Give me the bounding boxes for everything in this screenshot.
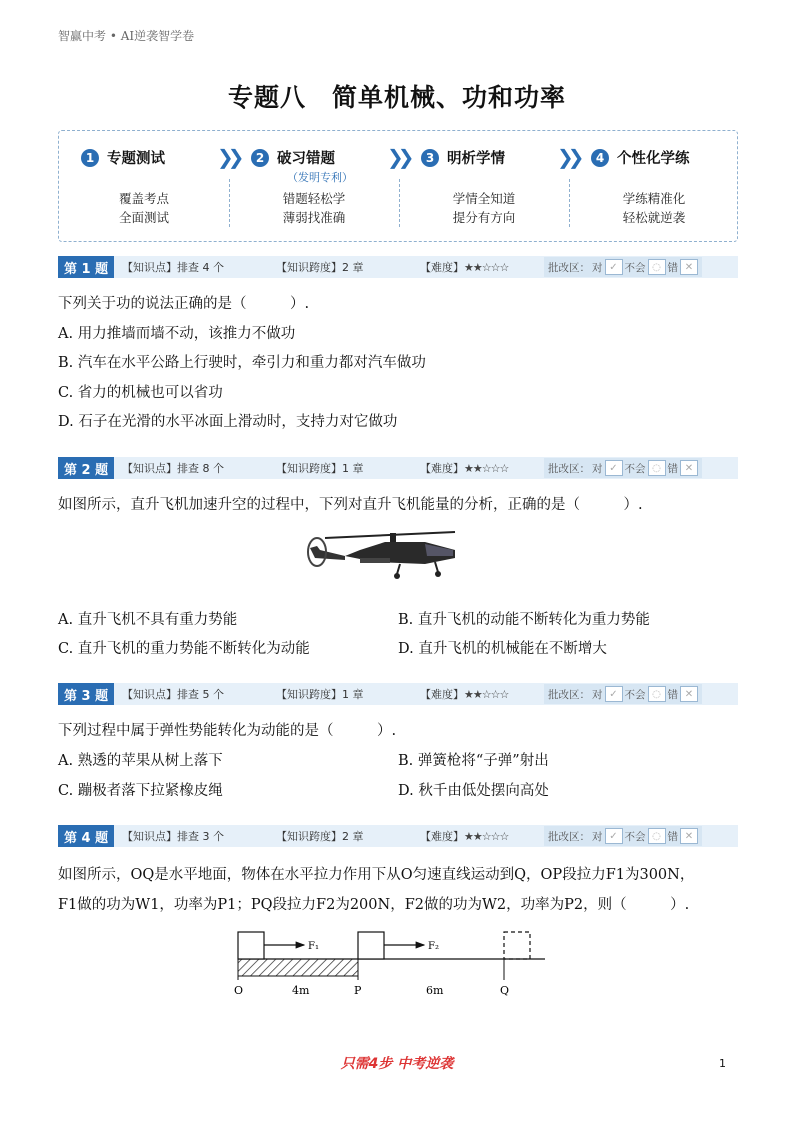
step-label: 破习错题 [277,151,335,167]
grade-right-checkbox[interactable]: ✓ [605,828,623,844]
grade-unsure-label: 不会 [624,830,646,843]
difficulty-label: 【难度】 [420,462,464,475]
question-number: 第 3 题 [58,683,114,705]
question-number: 第 2 题 [58,457,114,479]
grade-wrong-checkbox[interactable]: ✕ [680,686,698,702]
question-bar-4 [58,825,738,847]
knowledge-span: 【知识跨度】2 章 [276,261,364,274]
grade-wrong-label: 错 [667,830,678,843]
step-sub: （发明专利） [287,171,353,184]
option-a[interactable]: A. 熟透的苹果从树上落下 [58,753,223,769]
grade-wrong-checkbox[interactable]: ✕ [680,828,698,844]
knowledge-span: 【知识跨度】1 章 [276,688,364,701]
option-c[interactable]: C. 直升飞机的重力势能不断转化为动能 [58,641,310,657]
step-label: 明析学情 [447,151,505,167]
step-3 [399,131,569,241]
question-stem: 如图所示，直升飞机加速升空的过程中，下列对直升飞机能量的分析，正确的是（ ）. [58,497,643,513]
option-b[interactable]: B. 弹簧枪将“子弹”射出 [398,753,549,769]
grade-unsure-checkbox[interactable]: ◌ [648,686,666,702]
question-number: 第 4 题 [58,825,114,847]
grade-wrong-checkbox[interactable]: ✕ [680,259,698,275]
grade-right-checkbox[interactable]: ✓ [605,259,623,275]
grade-unsure-checkbox[interactable]: ◌ [648,460,666,476]
steps-panel [58,130,738,242]
step-line: 薄弱找准确 [282,210,346,225]
question-bar-3 [58,683,738,705]
grading-zone-label: 批改区： [548,830,590,843]
point-p-label: P [354,984,362,997]
distance-op-label: 4m [292,984,310,997]
knowledge-span: 【知识跨度】1 章 [276,462,364,475]
grade-right-label: 对 [592,261,603,274]
difficulty-label: 【难度】 [420,688,464,701]
option-c[interactable]: C. 省力的机械也可以省功 [58,385,223,401]
grading-zone-label: 批改区： [548,462,590,475]
step-number: 2 [251,149,269,167]
footer-logo: 只需4步 中考逆袭 [340,1056,454,1072]
difficulty-label: 【难度】 [420,830,464,843]
step-label: 专题测试 [107,151,165,167]
double-chevron-right-icon: ❯❯ [217,145,239,169]
grade-wrong-label: 错 [667,261,678,274]
grade-right-checkbox[interactable]: ✓ [605,460,623,476]
question-stem-line-2: F1做的功为W1，功率为P1；PQ段拉力F2为200N，F2做的功为W2，功率为P2，则（ ）. [58,897,690,913]
grade-unsure-label: 不会 [624,462,646,475]
grade-unsure-label: 不会 [624,261,646,274]
page-number: 1 [719,1057,726,1070]
difficulty-stars: ★★☆☆☆ [464,261,509,274]
step-line: 错题轻松学 [282,191,346,206]
grading-zone [544,826,702,846]
difficulty-stars: ★★☆☆☆ [464,688,509,701]
difficulty-stars: ★★☆☆☆ [464,830,509,843]
point-o-label: O [234,984,244,997]
page-title: 专题八 简单机械、功和功率 [227,83,566,112]
difficulty-label: 【难度】 [420,261,464,274]
step-label: 个性化学练 [617,151,690,167]
helicopter-image [305,528,470,583]
grade-right-label: 对 [592,830,603,843]
question-number: 第 1 题 [58,256,114,278]
knowledge-points: 【知识点】排查 4 个 [122,261,224,274]
knowledge-points: 【知识点】排查 8 个 [122,462,224,475]
motion-diagram [230,928,550,1000]
question-stem: 下列关于功的说法正确的是（ ）. [58,296,310,312]
point-q-label: Q [500,984,510,997]
grade-wrong-checkbox[interactable]: ✕ [680,460,698,476]
step-4 [569,131,739,241]
option-a[interactable]: A. 用力推墙而墙不动，该推力不做功 [58,326,296,342]
option-a[interactable]: A. 直升飞机不具有重力势能 [58,612,238,628]
grade-right-checkbox[interactable]: ✓ [605,686,623,702]
grade-unsure-label: 不会 [624,688,646,701]
grading-zone-label: 批改区： [548,688,590,701]
step-number: 4 [591,149,609,167]
grading-zone-label: 批改区： [548,261,590,274]
header-brand: 智赢中考 • AI逆袭智学卷 [58,29,195,43]
option-d[interactable]: D. 秋千由低处摆向高处 [398,783,549,799]
difficulty-stars: ★★☆☆☆ [464,462,509,475]
step-1 [59,131,229,241]
step-2 [229,131,399,241]
grade-right-label: 对 [592,688,603,701]
grading-zone [544,684,702,704]
grading-zone [544,257,702,277]
option-c[interactable]: C. 蹦极者落下拉紧橡皮绳 [58,783,223,799]
knowledge-points: 【知识点】排查 5 个 [122,688,224,701]
double-chevron-right-icon: ❯❯ [387,145,409,169]
step-number: 1 [81,149,99,167]
step-line: 提分有方向 [452,210,516,225]
option-d[interactable]: D. 石子在光滑的水平冰面上滑动时，支持力对它做功 [58,414,398,430]
grade-unsure-checkbox[interactable]: ◌ [648,259,666,275]
double-chevron-right-icon: ❯❯ [557,145,579,169]
question-bar-1 [58,256,738,278]
step-number: 3 [421,149,439,167]
step-line: 全面测试 [118,210,169,225]
step-line: 轻松就逆袭 [622,210,686,225]
grading-zone [544,458,702,478]
distance-pq-label: 6m [426,984,444,997]
option-b[interactable]: B. 直升飞机的动能不断转化为重力势能 [398,612,650,628]
grade-right-label: 对 [592,462,603,475]
grade-unsure-checkbox[interactable]: ◌ [648,828,666,844]
question-bar-2 [58,457,738,479]
force-2-label: F₂ [428,941,439,952]
force-1-label: F₁ [308,941,319,952]
knowledge-span: 【知识跨度】2 章 [276,830,364,843]
knowledge-points: 【知识点】排查 3 个 [122,830,224,843]
grade-wrong-label: 错 [667,688,678,701]
step-line: 覆盖考点 [118,191,169,206]
option-b[interactable]: B. 汽车在水平公路上行驶时，牵引力和重力都对汽车做功 [58,355,426,371]
step-line: 学情全知道 [452,191,516,206]
option-d[interactable]: D. 直升飞机的机械能在不断增大 [398,641,607,657]
question-stem: 下列过程中属于弹性势能转化为动能的是（ ）. [58,723,397,739]
step-line: 学练精准化 [622,191,686,206]
question-stem-line-1: 如图所示，OQ是水平地面，物体在水平拉力作用下从O匀速直线运动到Q，OP段拉力F1为300N， [58,867,695,883]
grade-wrong-label: 错 [667,462,678,475]
